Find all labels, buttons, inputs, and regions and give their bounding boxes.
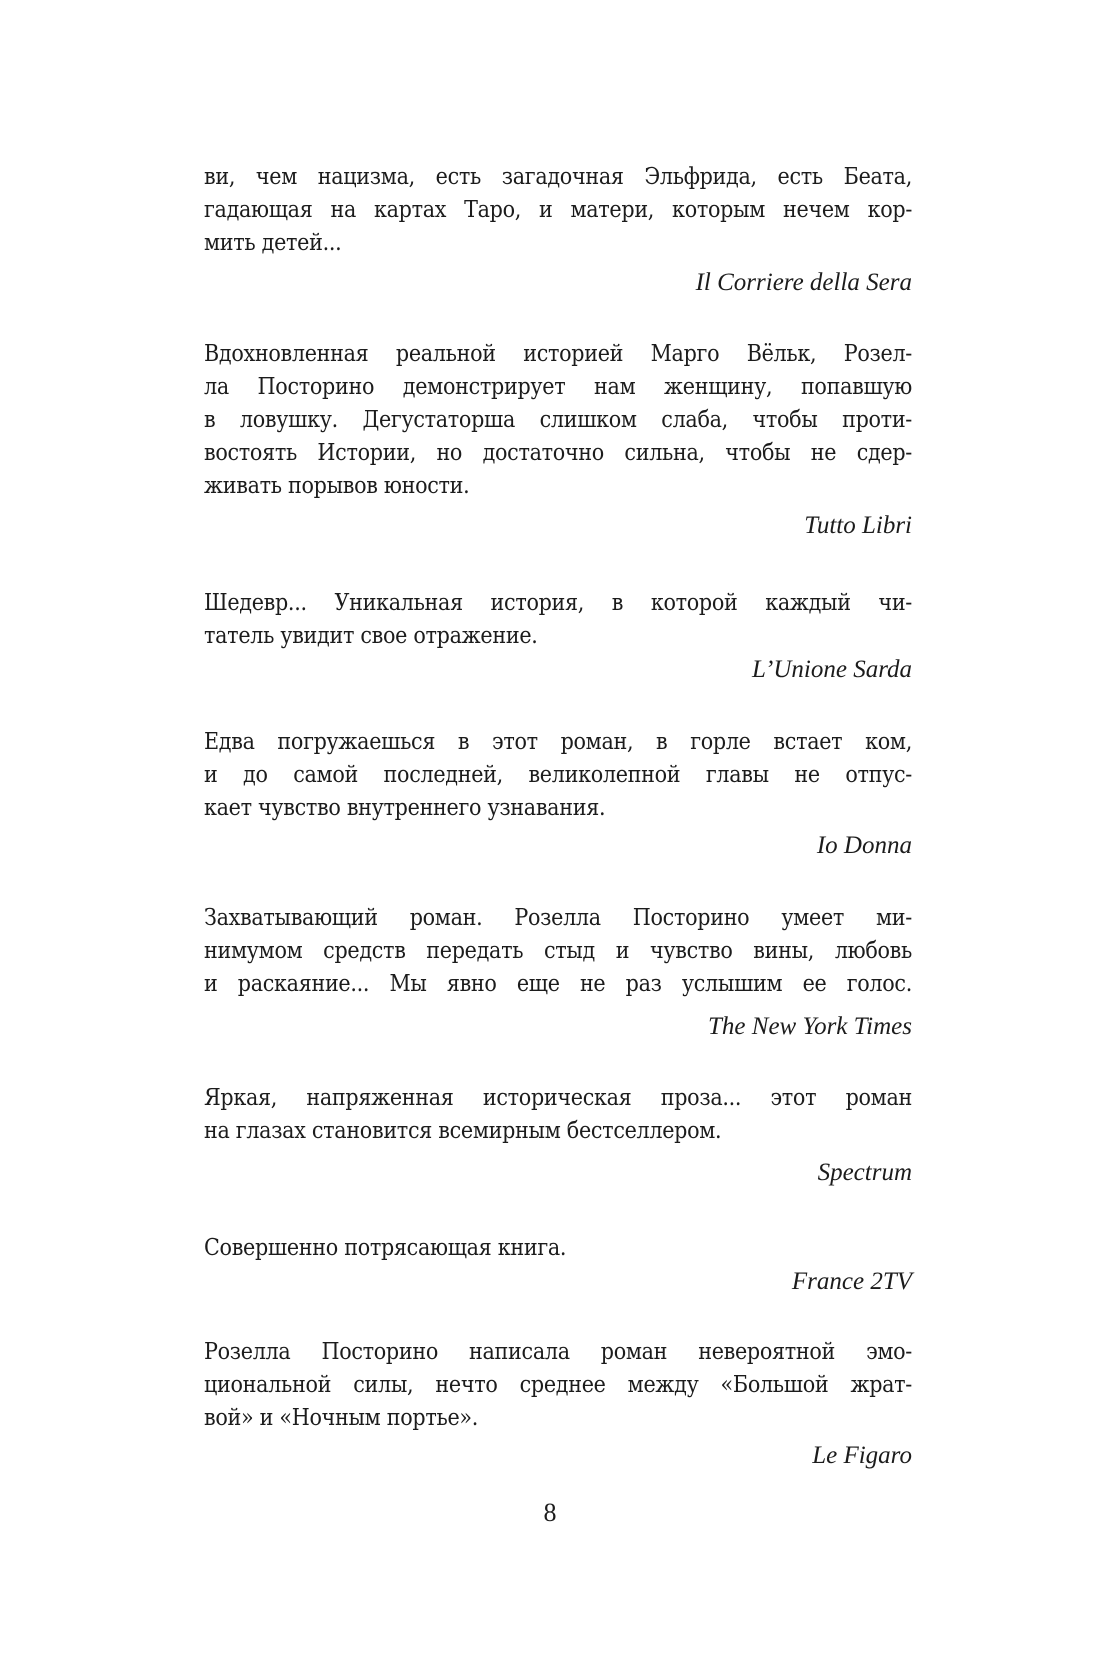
review-quote bbox=[204, 587, 912, 686]
quote-line: Шедевр... Уникальная история, в которой каждый чи- bbox=[204, 590, 912, 616]
quote-line: Совершенно потрясающая книга. bbox=[204, 1235, 567, 1261]
quote-line: мить детей... bbox=[204, 230, 342, 256]
quote-line: в ловушку. Дегустаторша слишком слаба, чтобы проти- bbox=[204, 407, 912, 433]
quote-line: гадающая на картах Таро, и матери, которым нечем кор- bbox=[204, 197, 912, 223]
quote-line: ви, чем нацизма, есть загадочная Эльфрида, есть Беата, bbox=[204, 164, 912, 190]
quote-line: Едва погружаешься в этот роман, в горле встает ком, bbox=[204, 729, 912, 755]
quote-line: и до самой последней, великолепной главы не отпус- bbox=[204, 762, 912, 788]
quote-line: живать порывов юности. bbox=[204, 473, 470, 499]
review-source: Io Donna bbox=[816, 832, 912, 859]
page-number: 8 bbox=[543, 1498, 557, 1527]
quote-line: Яркая, напряженная историческая проза... этот роман bbox=[204, 1085, 912, 1111]
quote-line: Вдохновленная реальной историей Марго Вёльк, Розел- bbox=[204, 341, 912, 367]
review-quote bbox=[204, 902, 912, 1043]
review-quote bbox=[204, 726, 912, 862]
review-source: Il Corriere della Sera bbox=[695, 269, 912, 296]
review-source: L’Unione Sarda bbox=[752, 656, 912, 683]
review-source: Tutto Libri bbox=[804, 512, 912, 539]
review-source: France 2TV bbox=[791, 1268, 912, 1295]
quote-line: Захватывающий роман. Розелла Посторино умеет ми- bbox=[204, 905, 912, 931]
review-source: Spectrum bbox=[817, 1159, 912, 1186]
review-quote bbox=[204, 161, 912, 299]
quote-line: ла Посторино демонстрирует нам женщину, попавшую bbox=[204, 374, 912, 400]
quote-line: востоять Истории, но достаточно сильна, чтобы не сдер- bbox=[204, 440, 912, 466]
quote-line: кает чувство внутреннего узнавания. bbox=[204, 795, 606, 821]
quote-line: нимумом средств передать стыд и чувство вины, любовь bbox=[204, 938, 912, 964]
review-quote bbox=[204, 1336, 912, 1472]
quote-line: вой» и «Ночным портье». bbox=[204, 1405, 479, 1431]
quote-line: циональной силы, нечто среднее между «Большой жрат- bbox=[204, 1372, 912, 1398]
review-source: Le Figaro bbox=[812, 1442, 912, 1469]
quote-line: татель увидит свое отражение. bbox=[204, 623, 538, 649]
review-source: The New York Times bbox=[708, 1013, 912, 1040]
review-quote bbox=[204, 338, 912, 542]
review-quote bbox=[204, 1232, 912, 1298]
quote-line: Розелла Посторино написала роман невероятной эмо- bbox=[204, 1339, 912, 1365]
quote-line: на глазах становится всемирным бестселлером. bbox=[204, 1118, 722, 1144]
quote-line: и раскаяние... Мы явно еще не раз услышим ее голос. bbox=[204, 971, 912, 997]
review-quote bbox=[204, 1082, 912, 1189]
